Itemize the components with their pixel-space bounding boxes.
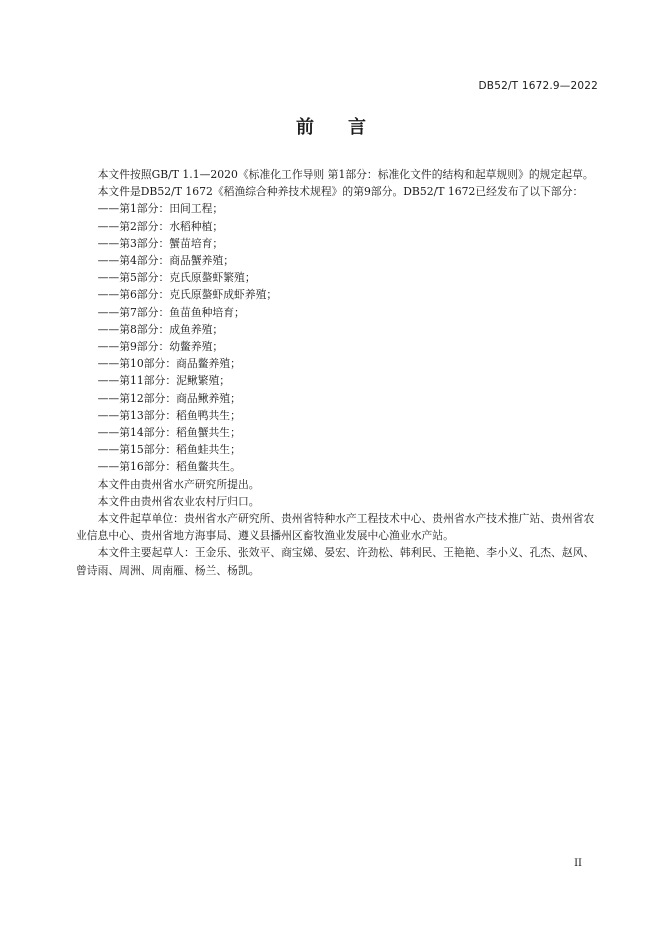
list-item: ——第5部分：克氏原螯虾繁殖； (97, 271, 256, 285)
list-item: ——第7部分：鱼苗鱼种培育； (97, 305, 245, 319)
proposed-by-paragraph: 本文件由贵州省水产研究所提出。 (97, 477, 260, 491)
list-item: ——第1部分：田间工程； (97, 202, 224, 216)
list-item: ——第16部分：稻鱼鳖共生。 (97, 460, 241, 474)
title-char-1: 前 (296, 117, 314, 138)
drafting-units-paragraph: 本文件起草单位：贵州省水产研究所、贵州省特种水产工程技术中心、贵州省水产技术推广站、贵州省农业信息中心、贵州省地方海事局、遵义县播州区畜牧渔业发展中心渔业水产站。 (76, 512, 595, 543)
list-item: ——第10部分：商品鳖养殖； (97, 357, 241, 371)
list-item: ——第8部分：成鱼养殖； (97, 322, 224, 336)
list-item: ——第9部分：幼鳖养殖； (97, 340, 224, 354)
series-paragraph: 本文件是DB52/T 1672《稻渔综合种养技术规程》的第9部分。DB52/T 1672已经发布了以下部分： (97, 185, 584, 199)
list-item: ——第12部分：商品鳅养殖； (97, 391, 241, 405)
list-item: ——第6部分：克氏原螯虾成虾养殖； (97, 288, 278, 302)
page-number: II (574, 858, 582, 869)
list-item: ——第14部分：稻鱼蟹共生； (97, 426, 241, 440)
foreword-body (76, 166, 600, 579)
page-title (0, 113, 662, 139)
list-item: ——第4部分：商品蟹养殖； (97, 254, 235, 268)
list-item: ——第15部分：稻鱼蛙共生； (97, 443, 241, 457)
managed-by-paragraph: 本文件由贵州省农业农村厅归口。 (97, 494, 260, 508)
list-item: ——第13部分：稻鱼鸭共生； (97, 408, 241, 422)
drafters-paragraph: 本文件主要起草人：王金乐、张效平、商宝娣、晏宏、许劲松、韩利民、王艳艳、李小义、孔杰、赵风、曾诗雨、周洲、周南雁、杨兰、杨凯。 (76, 546, 595, 577)
list-item: ——第3部分：蟹苗培育； (97, 236, 224, 250)
document-code: DB52/T 1672.9—2022 (478, 80, 598, 92)
list-item: ——第11部分：泥鳅繁殖； (97, 374, 231, 388)
title-char-2: 言 (348, 117, 366, 138)
intro-paragraph: 本文件按照GB/T 1.1—2020《标准化工作导则 第1部分：标准化文件的结构和起草规则》的规定起草。 (97, 168, 594, 181)
list-item: ——第2部分：水稻种植； (97, 219, 224, 233)
